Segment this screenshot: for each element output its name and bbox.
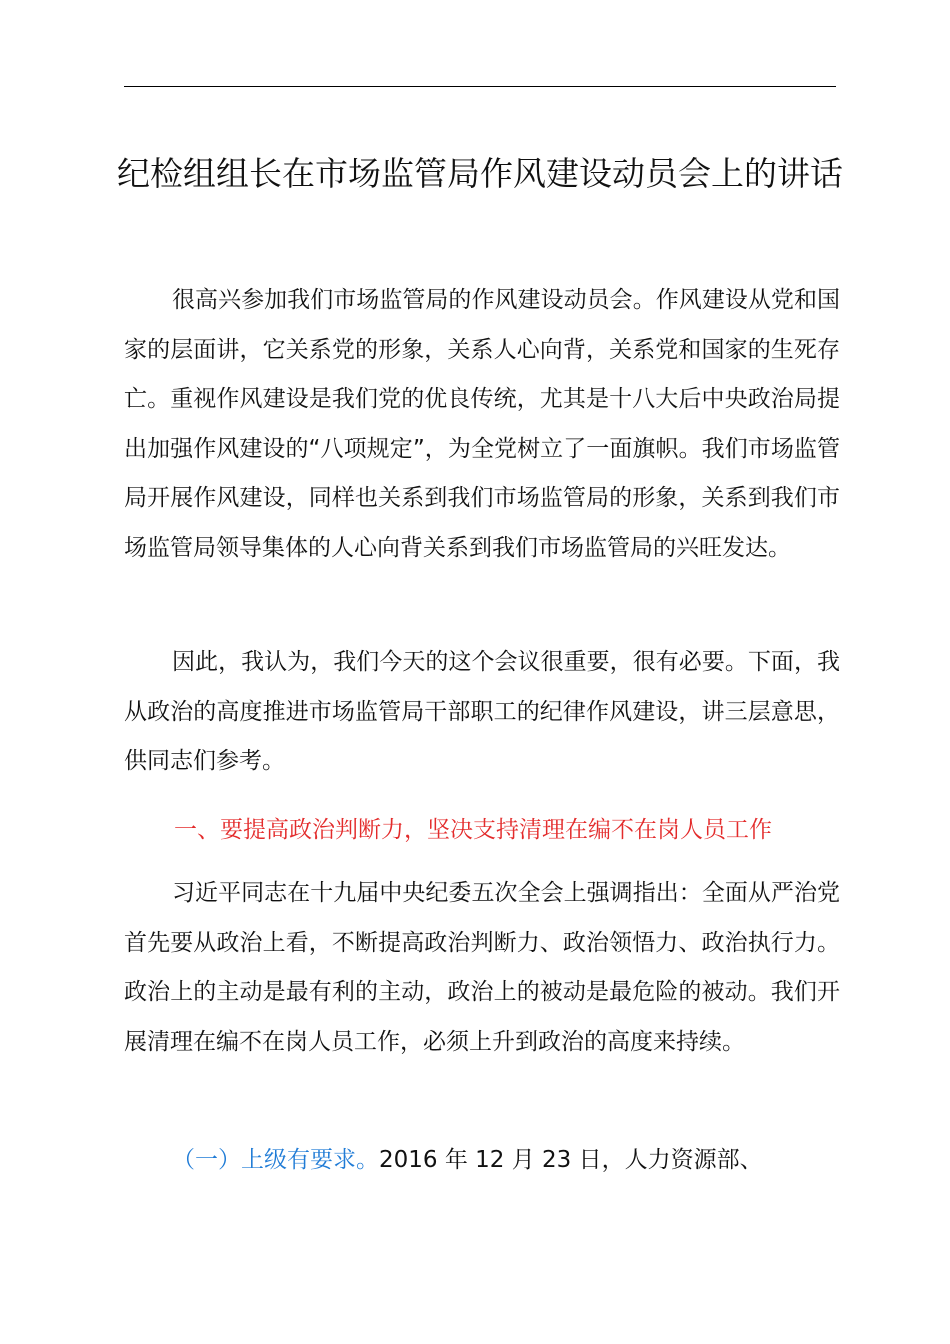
- paragraph-transition: 因此，我认为，我们今天的这个会议很重要，很有必要。下面，我从政治的高度推进市场监管局干部职工的纪律作风建设，讲三层意思，供同志们参考。: [124, 649, 840, 775]
- section-heading: 一、要提高政治判断力，坚决支持清理在编不在岗人员工作: [174, 817, 772, 843]
- paragraph-subsection-one: [124, 1136, 840, 1186]
- paragraph-intro: 很高兴参加我们市场监管局的作风建设动员会。作风建设从党和国家的层面讲，它关系党的形象，关系人心向背，关系党和国家的生死存亡。重视作风建设是我们党的优良传统，尤其是十八大后中央政治局提出加强作风建设的“八项规定”，为全党树立了一面旗帜。我们市场监管局开展作风建设，同样也关系到我们市场监管局的形象，关系到我们市场监管局领导集体的人心向背关系到我们市场监管局的兴旺发达。: [124, 287, 840, 561]
- header-rule: [124, 86, 836, 87]
- paragraph-section-one: 习近平同志在十九届中央纪委五次全会上强调指出：全面从严治党首先要从政治上看，不断提高政治判断力、政治领悟力、政治执行力。政治上的主动是最有利的主动，政治上的被动是最危险的被动。我们开展清理在编不在岗人员工作，必须上升到政治的高度来持续。: [124, 880, 840, 1055]
- subsection-text: 2016 年 12 月 23 日，人力资源部、: [379, 1147, 763, 1173]
- subsection-heading: （一）上级有要求。: [172, 1147, 379, 1173]
- document-title: 纪检组组长在市场监管局作风建设动员会上的讲话: [117, 154, 843, 193]
